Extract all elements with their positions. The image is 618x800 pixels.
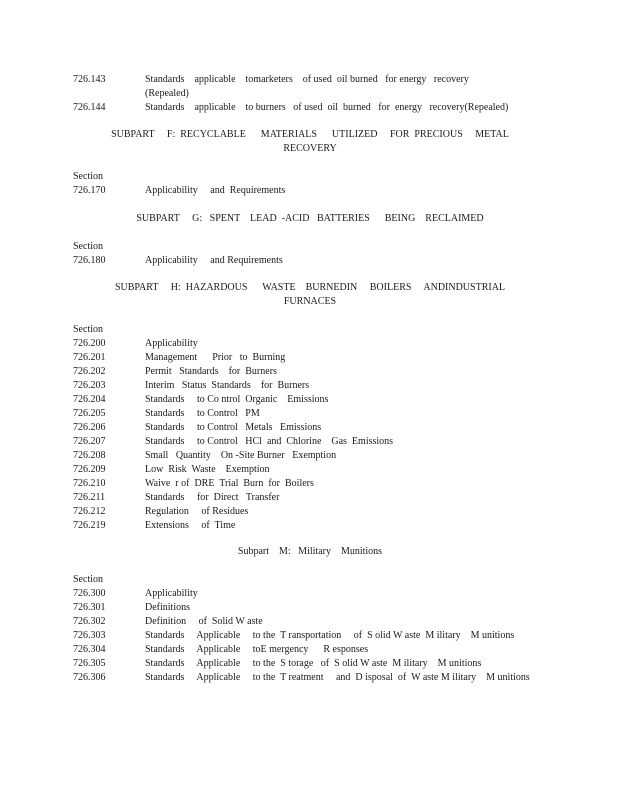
section-title: Standards Applicable to the T ransportation of S olid W aste M ilitary M unitions: [145, 630, 515, 641]
toc-entry: [73, 449, 543, 463]
toc-entry: [73, 657, 543, 671]
toc-entry: [73, 365, 543, 379]
toc-entry: [73, 505, 543, 519]
subpart-h-heading: SUBPART H: HAZARDOUS WASTE BURNEDIN BOILERS ANDINDUSTRIAL: [114, 282, 506, 293]
section-number: 726.301: [73, 602, 106, 613]
section-number: 726.204: [73, 394, 106, 405]
section-number: 726.212: [73, 506, 106, 517]
toc-entry: [73, 477, 543, 491]
toc-entry: [73, 643, 543, 657]
section-title: Standards applicable tomarketers of used oil burned for energy recovery: [145, 74, 469, 85]
section-number: 726.208: [73, 450, 106, 461]
section-title: Standards Applicable toE mergency R esponses: [145, 644, 369, 655]
section-number: 726.207: [73, 436, 106, 447]
toc-entry: [73, 101, 543, 115]
toc-entry: [73, 379, 543, 393]
toc-entry: [73, 491, 543, 505]
section-number: 726.305: [73, 658, 106, 669]
section-number: 726.209: [73, 464, 106, 475]
section-title: Applicability and Requirements: [145, 255, 283, 266]
toc-entry: [73, 519, 543, 533]
section-title: Applicability: [145, 338, 198, 349]
section-title: Standards for Direct Transfer: [145, 492, 280, 503]
subpart-m-heading: Subpart M: Military Munitions: [237, 546, 383, 557]
section-label: Section: [73, 574, 103, 585]
section-title: Definition of Solid W aste: [145, 616, 263, 627]
section-title: Regulation of Residues: [145, 506, 249, 517]
section-title: Waive r of DRE Trial Burn for Boilers: [145, 478, 314, 489]
section-title: Definitions: [145, 602, 190, 613]
section-number: 726.304: [73, 644, 106, 655]
section-label: Section: [73, 241, 103, 252]
toc-entry: [73, 337, 543, 351]
section-title: Applicability: [145, 588, 198, 599]
subpart-f-heading: SUBPART F: RECYCLABLE MATERIALS UTILIZED FOR PRECIOUS METAL: [111, 129, 509, 140]
toc-entry: [73, 435, 543, 449]
subpart-g-heading: SUBPART G: SPENT LEAD -ACID BATTERIES BEING RECLAIMED: [136, 213, 484, 224]
section-title: Standards to Control Metals Emissions: [145, 422, 322, 433]
section-number: 726.205: [73, 408, 106, 419]
section-number: 726.303: [73, 630, 106, 641]
section-title: Permit Standards for Burners: [145, 366, 277, 377]
section-title: Applicability and Requirements: [145, 185, 286, 196]
toc-entry: [73, 615, 543, 629]
section-number: 726.170: [73, 185, 106, 196]
section-title: Standards to Control HCl and Chlorine Gas Emissions: [145, 436, 394, 447]
section-title: Management Prior to Burning: [145, 352, 286, 363]
section-number: 726.210: [73, 478, 106, 489]
section-title: Standards Applicable to the T reatment and D isposal of W aste M ilitary M unitions: [145, 672, 530, 683]
section-title: Small Quantity On -Site Burner Exemption: [145, 450, 337, 461]
section-number: 726.206: [73, 422, 106, 433]
toc-entry: [73, 629, 543, 643]
section-number: 726.201: [73, 352, 106, 363]
section-title: Extensions of Time: [145, 520, 236, 531]
section-number: 726.200: [73, 338, 106, 349]
subpart-h-heading-continued: FURNACES: [283, 296, 337, 307]
toc-entry: [73, 73, 543, 101]
toc-entry: [73, 421, 543, 435]
toc-entry: [73, 254, 543, 268]
section-number: 726.143: [73, 74, 106, 85]
section-number: 726.211: [73, 492, 106, 503]
section-number: 726.219: [73, 520, 106, 531]
section-number: 726.180: [73, 255, 106, 266]
subpart-f-heading-continued: RECOVERY: [283, 143, 337, 154]
section-title: Standards Applicable to the S torage of S olid W aste M ilitary M unitions: [145, 658, 482, 669]
section-title: Standards applicable to burners of used oil burned for energy recovery(Repealed): [145, 102, 509, 113]
toc-entry: [73, 184, 543, 198]
toc-entry: [73, 351, 543, 365]
section-title-continued: (Repealed): [145, 88, 189, 99]
section-number: 726.202: [73, 366, 106, 377]
section-number: 726.302: [73, 616, 106, 627]
section-title: Low Risk Waste Exemption: [145, 464, 270, 475]
toc-entry: [73, 671, 543, 685]
section-number: 726.306: [73, 672, 106, 683]
section-label: Section: [73, 324, 103, 335]
toc-entry: [73, 601, 543, 615]
section-number: 726.203: [73, 380, 106, 391]
section-title: Standards to Co ntrol Organic Emissions: [145, 394, 329, 405]
toc-entry: [73, 393, 543, 407]
toc-entry: [73, 407, 543, 421]
section-title: Interim Status Standards for Burners: [145, 380, 310, 391]
section-label: Section: [73, 171, 103, 182]
toc-entry: [73, 463, 543, 477]
section-number: 726.144: [73, 102, 106, 113]
section-number: 726.300: [73, 588, 106, 599]
toc-entry: [73, 587, 543, 601]
section-title: Standards to Control PM: [145, 408, 260, 419]
